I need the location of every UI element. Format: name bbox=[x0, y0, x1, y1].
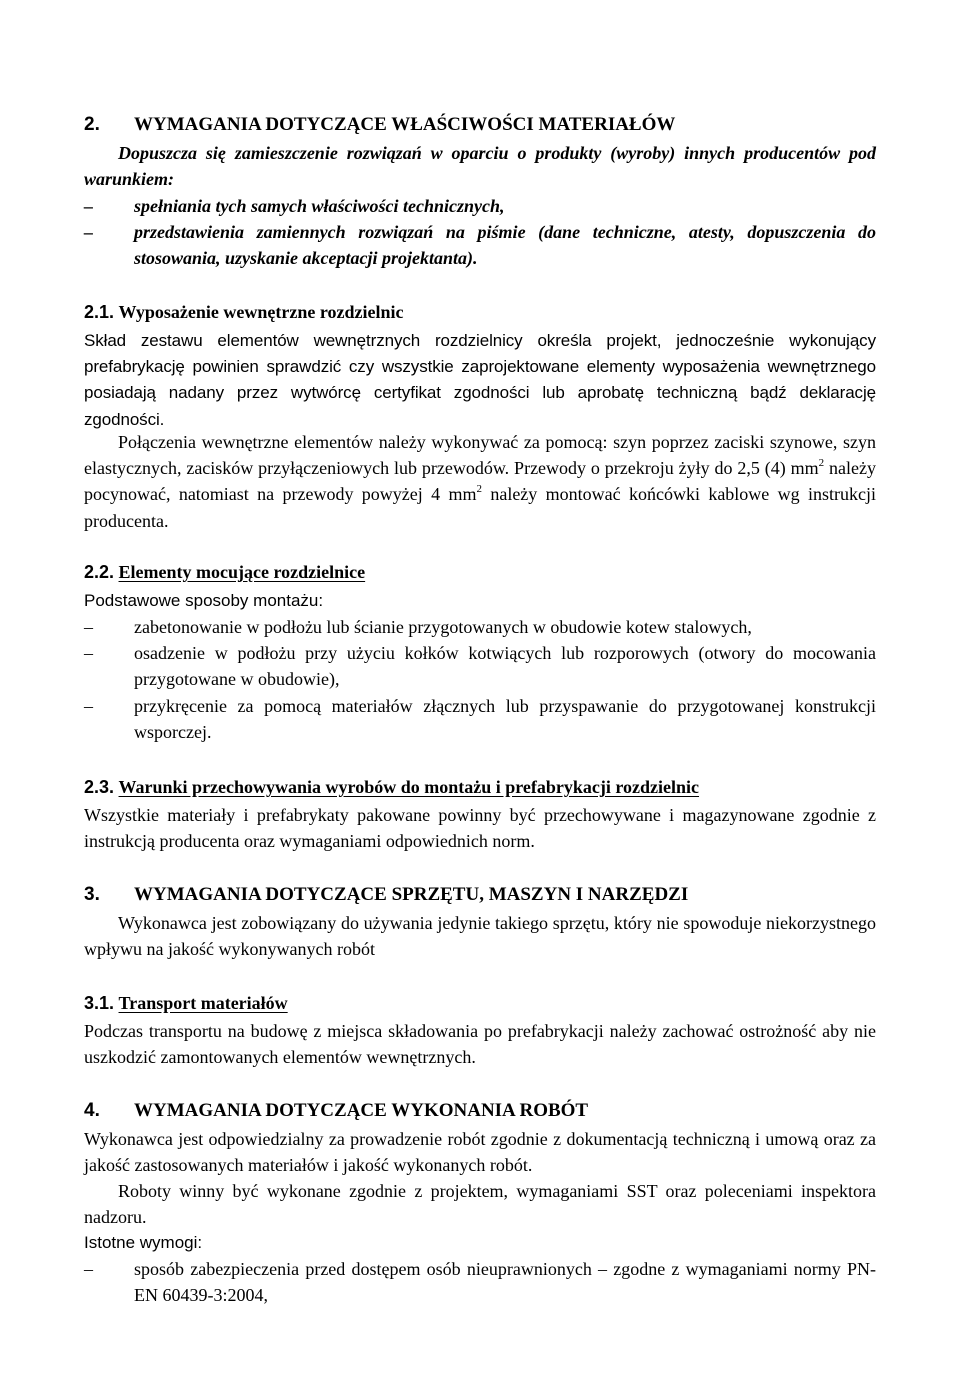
section-4-para-3: Istotne wymogi: bbox=[84, 1233, 203, 1252]
list-item-text: przykręcenie za pomocą materiałów złącznych lub przyspawanie do przygotowanej konstrukcji wsporczej. bbox=[134, 695, 876, 742]
section-number: 3.1. bbox=[84, 993, 115, 1013]
section-3-para: Wykonawca jest zobowiązany do używania jedynie takiego sprzętu, który nie spowoduje niekorzystnego wpływu na jakość wykonywanych robót bbox=[84, 913, 876, 960]
section-2-heading bbox=[84, 113, 675, 137]
list-item-text: spełniania tych samych właściwości technicznych, bbox=[134, 196, 505, 216]
section-2-3-para: Wszystkie materiały i prefabrykaty pakowane powinny być przechowywane i magazynowane zgodnie z instrukcją producenta oraz wymaganiami odpowiednich norm. bbox=[84, 805, 876, 852]
list-item bbox=[84, 193, 876, 219]
dash-bullet: – bbox=[84, 695, 93, 716]
list-item bbox=[84, 614, 876, 640]
section-title: WYMAGANIA DOTYCZĄCE WŁAŚCIWOŚCI MATERIAŁÓW bbox=[134, 114, 676, 135]
section-3-1-heading bbox=[84, 991, 288, 1015]
dash-bullet: – bbox=[84, 643, 93, 664]
dash-bullet: – bbox=[84, 196, 93, 216]
dash-bullet: – bbox=[84, 1259, 93, 1279]
section-2-intro: Dopuszcza się zamieszczenie rozwiązań w oparciu o produkty (wyroby) innych producentów pod warunkiem: bbox=[84, 143, 876, 190]
section-2-1-para-1: Skład zestawu elementów wewnętrznych rozdzielnicy określa projekt, jednocześnie wykonujący prefabrykację powinien sprawdzić czy wszystkie zaprojektowane elementy wyposażenia wewnętrznego posiadają nadany przez wytwórcę certyfikat zgodności lub aprobatę techniczną bądź deklarację zgodności. bbox=[84, 331, 876, 429]
section-2-1-para-2 bbox=[84, 429, 876, 534]
section-title: WYMAGANIA DOTYCZĄCE SPRZĘTU, MASZYN I NARZĘDZI bbox=[134, 884, 689, 905]
section-2-3-heading bbox=[84, 775, 699, 799]
para-text: Połączenia wewnętrzne elementów należy wykonywać za pomocą: szyn poprzez zaciski szynowe, szyn elastycznych, zacisków przyłączeniowych lub przewodów. Przewody o przekroju żyły do 2,5 (4) mm bbox=[84, 432, 876, 479]
superscript: 2 bbox=[476, 483, 482, 496]
section-2-2-heading bbox=[84, 560, 365, 584]
superscript: 2 bbox=[818, 457, 825, 470]
para-text: należy pocynować, natomiast na przewody powyżej 4 mm bbox=[84, 458, 877, 505]
list-item bbox=[84, 219, 876, 271]
list-item-text: sposób zabezpieczenia przed dostępem osób nieuprawnionych – zgodne z wymaganiami normy PN-EN 60439-3:2004, bbox=[134, 1259, 876, 1306]
section-2-1-heading bbox=[84, 300, 403, 324]
list-item-text: przedstawienia zamiennych rozwiązań na piśmie (dane techniczne, atesty, dopuszczenia do stosowania, uzyskanie akceptacji projektanta). bbox=[134, 222, 876, 269]
section-number: 2.1. bbox=[84, 302, 115, 322]
section-2-2-intro: Podstawowe sposoby montażu: bbox=[84, 591, 324, 610]
section-title: Warunki przechowywania wyrobów do montażu i prefabrykacji rozdzielnic bbox=[118, 777, 700, 797]
section-4-para-1: Wykonawca jest odpowiedzialny za prowadzenie robót zgodnie z dokumentacją techniczną i umową oraz za jakość zastosowanych materiałów i jakość wykonanych robót. bbox=[84, 1129, 876, 1176]
section-4-heading bbox=[84, 1099, 588, 1123]
section-4-para-2: Roboty winny być wykonane zgodnie z projektem, wymaganiami SST oraz poleceniami inspektora nadzoru. bbox=[84, 1181, 876, 1228]
dash-bullet: – bbox=[84, 617, 93, 637]
section-number: 4. bbox=[84, 1100, 100, 1121]
dash-bullet: – bbox=[84, 222, 93, 243]
list-item-text: zabetonowanie w podłożu lub ścianie przygotowanych w obudowie kotew stalowych, bbox=[134, 617, 752, 637]
section-title: Elementy mocujące rozdzielnice bbox=[118, 562, 366, 582]
section-3-heading bbox=[84, 883, 688, 907]
section-number: 3. bbox=[84, 884, 100, 905]
list-item bbox=[84, 1256, 876, 1308]
section-number: 2.3. bbox=[84, 777, 115, 797]
list-item bbox=[84, 640, 876, 692]
section-4-list bbox=[84, 1256, 876, 1308]
section-title: Wyposażenie wewnętrzne rozdzielnic bbox=[118, 302, 404, 322]
section-number: 2. bbox=[84, 114, 100, 135]
para-text: należy montować końcówki kablowe wg instrukcji producenta. bbox=[84, 484, 876, 531]
section-2-conditions bbox=[84, 193, 876, 272]
list-item-text: osadzenie w podłożu przy użyciu kołków kotwiących lub rozporowych (otwory do mocowania przygotowane w obudowie), bbox=[134, 643, 876, 690]
section-title: WYMAGANIA DOTYCZĄCE WYKONANIA ROBÓT bbox=[134, 1100, 589, 1121]
section-number: 2.2. bbox=[84, 562, 115, 582]
section-2-2-list bbox=[84, 614, 876, 745]
list-item bbox=[84, 693, 876, 745]
section-3-1-para: Podczas transportu na budowę z miejsca składowania po prefabrykacji należy zachować ostrożność aby nie uszkodzić zamontowanych elementów wewnętrznych. bbox=[84, 1021, 876, 1068]
section-title: Transport materiałów bbox=[118, 993, 288, 1013]
